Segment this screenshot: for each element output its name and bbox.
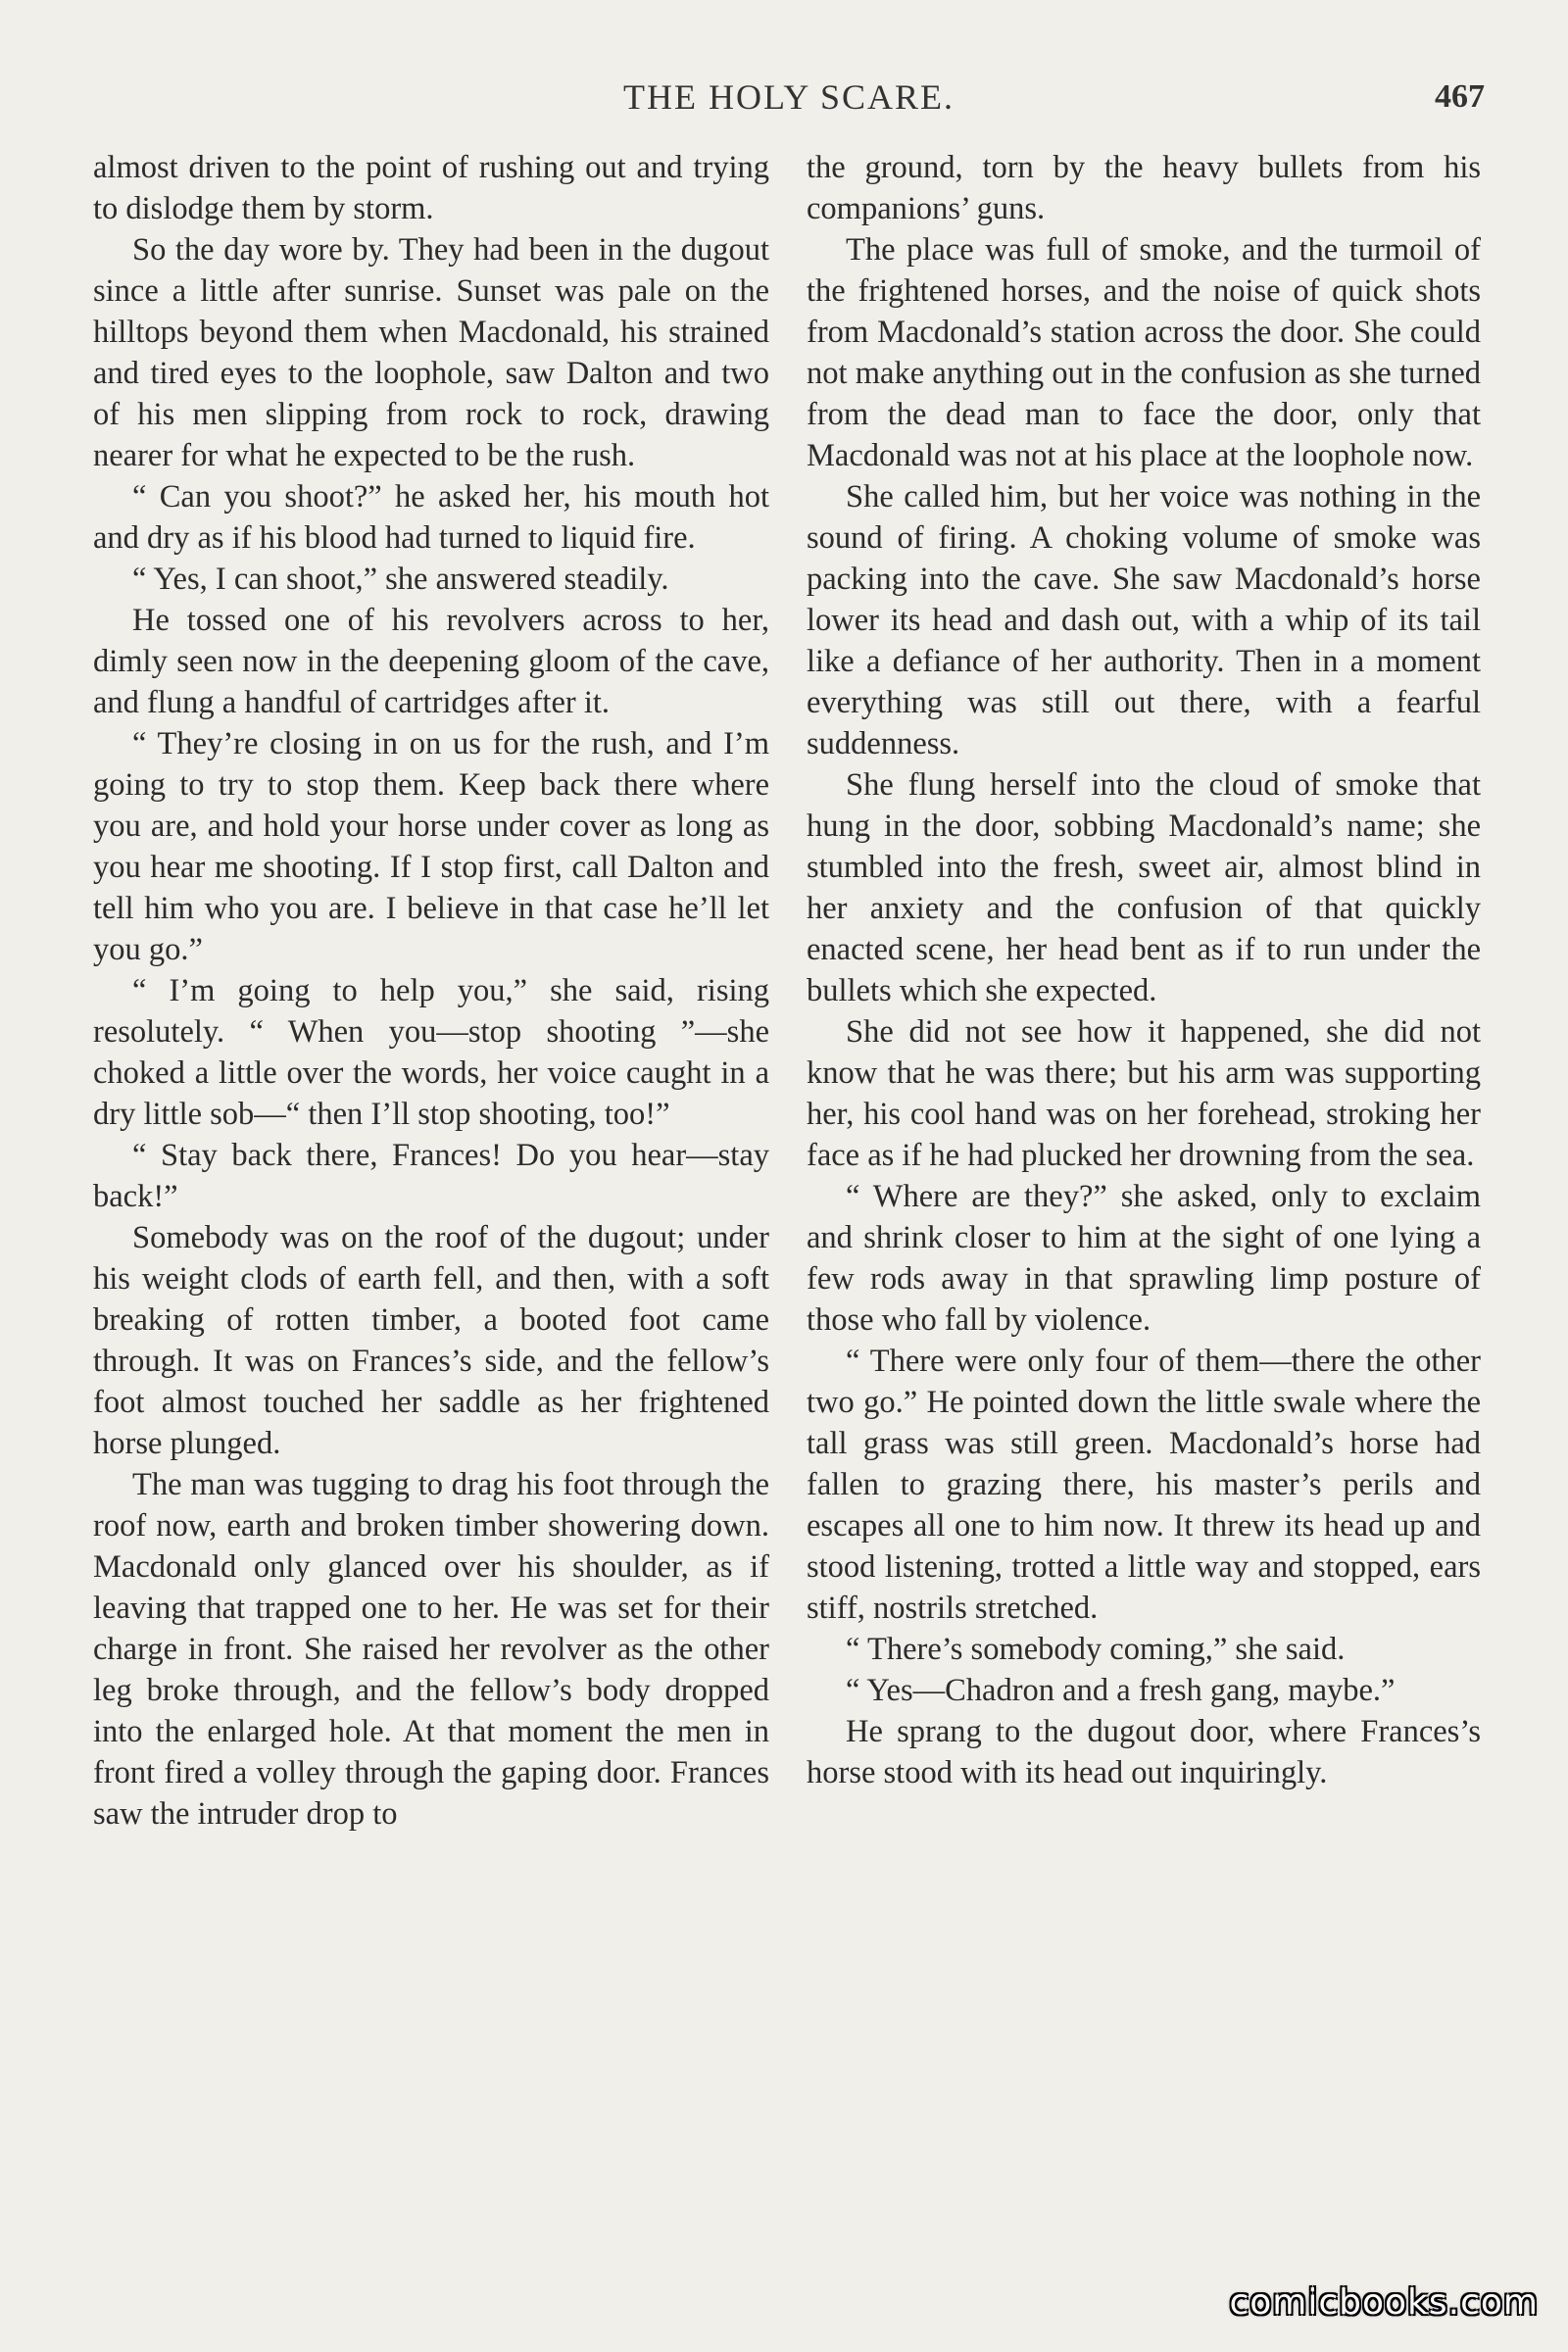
paragraph: “ There were only four of them—there the other two go.” He pointed down the little swale where the tall grass was still green. Macdonald’s horse had fallen to grazing there, his master’s perils and escapes all one to him now. It threw its head up and stood listening, trotted a little way and stopped, ears stiff, nostrils stretched. xyxy=(807,1344,1481,1626)
paragraph: The man was tugging to drag his foot through the roof now, earth and broken timber showering down. Macdonald only glanced over his shoulder, as if leaving that trapped one to her. He was set for their charge in front. She raised her revolver as the other leg broke through, and the fellow’s body dropped into the enlarged hole. At that moment the men in front fired a volley through the gaping door. Frances saw the intruder drop to xyxy=(93,1467,769,1832)
running-header xyxy=(93,76,1485,125)
paragraph: She flung herself into the cloud of smoke that hung in the door, sobbing Macdonald’s name; she stumbled into the fresh, sweet air, almost blind in her anxiety and the confusion of that quickly enacted scene, her head bent as if to run under the bullets which she expected. xyxy=(807,767,1481,1008)
paragraph: Somebody was on the roof of the dugout; under his weight clods of earth fell, and then, with a soft breaking of rotten timber, a booted foot came through. It was on Frances’s side, and the fellow’s foot almost touched her saddle as her frightened horse plunged. xyxy=(93,1220,769,1461)
paragraph: “ I’m going to help you,” she said, rising resolutely. “ When you—stop shooting ”—she choked a little over the words, her voice caught in a dry little sob—“ then I’ll stop shooting, too!” xyxy=(93,973,769,1132)
paragraph: “ Yes—Chadron and a fresh gang, maybe.” xyxy=(846,1673,1396,1708)
page-number: 467 xyxy=(1435,78,1485,115)
paragraph: He sprang to the dugout door, where Frances’s horse stood with its head out inquiringly. xyxy=(807,1714,1481,1790)
paragraph: “ Can you shoot?” he asked her, his mouth hot and dry as if his blood had turned to liquid fire. xyxy=(93,479,769,556)
paragraph: almost driven to the point of rushing out and trying to dislodge them by storm. xyxy=(93,150,769,226)
running-title: THE HOLY SCARE. xyxy=(622,77,956,117)
left-column xyxy=(93,147,769,1835)
paragraph: So the day wore by. They had been in the dugout since a little after sunrise. Sunset was pale on the hilltops beyond them when Macdonald, his strained and tired eyes to the loophole, saw Dalton and two of his men slipping from rock to rock, drawing nearer for what he expected to be the rush. xyxy=(93,232,769,473)
paragraph: She did not see how it happened, she did not know that he was there; but his arm was supporting her, his cool hand was on her forehead, stroking her face as if he had plucked her drowning from the sea. xyxy=(807,1014,1481,1173)
paragraph: “ Yes, I can shoot,” she answered steadily. xyxy=(132,562,669,597)
paragraph: “ Where are they?” she asked, only to exclaim and shrink closer to him at the sight of one lying a few rods away in that sprawling limp posture of those who fall by violence. xyxy=(807,1179,1481,1338)
paragraph: The place was full of smoke, and the turmoil of the frightened horses, and the noise of quick shots from Macdonald’s station across the door. She could not make anything out in the confusion as she turned from the dead man to face the door, only that Macdonald was not at his place at the loophole now. xyxy=(807,232,1481,473)
paragraph: He tossed one of his revolvers across to her, dimly seen now in the deepening gloom of the cave, and flung a handful of cartridges after it. xyxy=(93,603,769,720)
paragraph: “ There’s somebody coming,” she said. xyxy=(846,1632,1346,1667)
paragraph: the ground, torn by the heavy bullets from his companions’ guns. xyxy=(807,150,1481,226)
paragraph: She called him, but her voice was nothing in the sound of firing. A choking volume of smoke was packing into the cave. She saw Macdonald’s horse lower its head and dash out, with a whip of its tail like a defiance of her authority. Then in a moment everything was still out there, with a fearful suddenness. xyxy=(807,479,1481,761)
paragraph: “ They’re closing in on us for the rush, and I’m going to try to stop them. Keep back there where you are, and hold your horse under cover as long as you hear me shooting. If I stop first, call Dalton and tell him who you are. I believe in that case he’ll let you go.” xyxy=(93,726,769,967)
paragraph: “ Stay back there, Frances! Do you hear—stay back!” xyxy=(93,1138,769,1214)
right-column xyxy=(807,147,1481,1793)
watermark: comicbooks.com xyxy=(1229,2282,1539,2323)
